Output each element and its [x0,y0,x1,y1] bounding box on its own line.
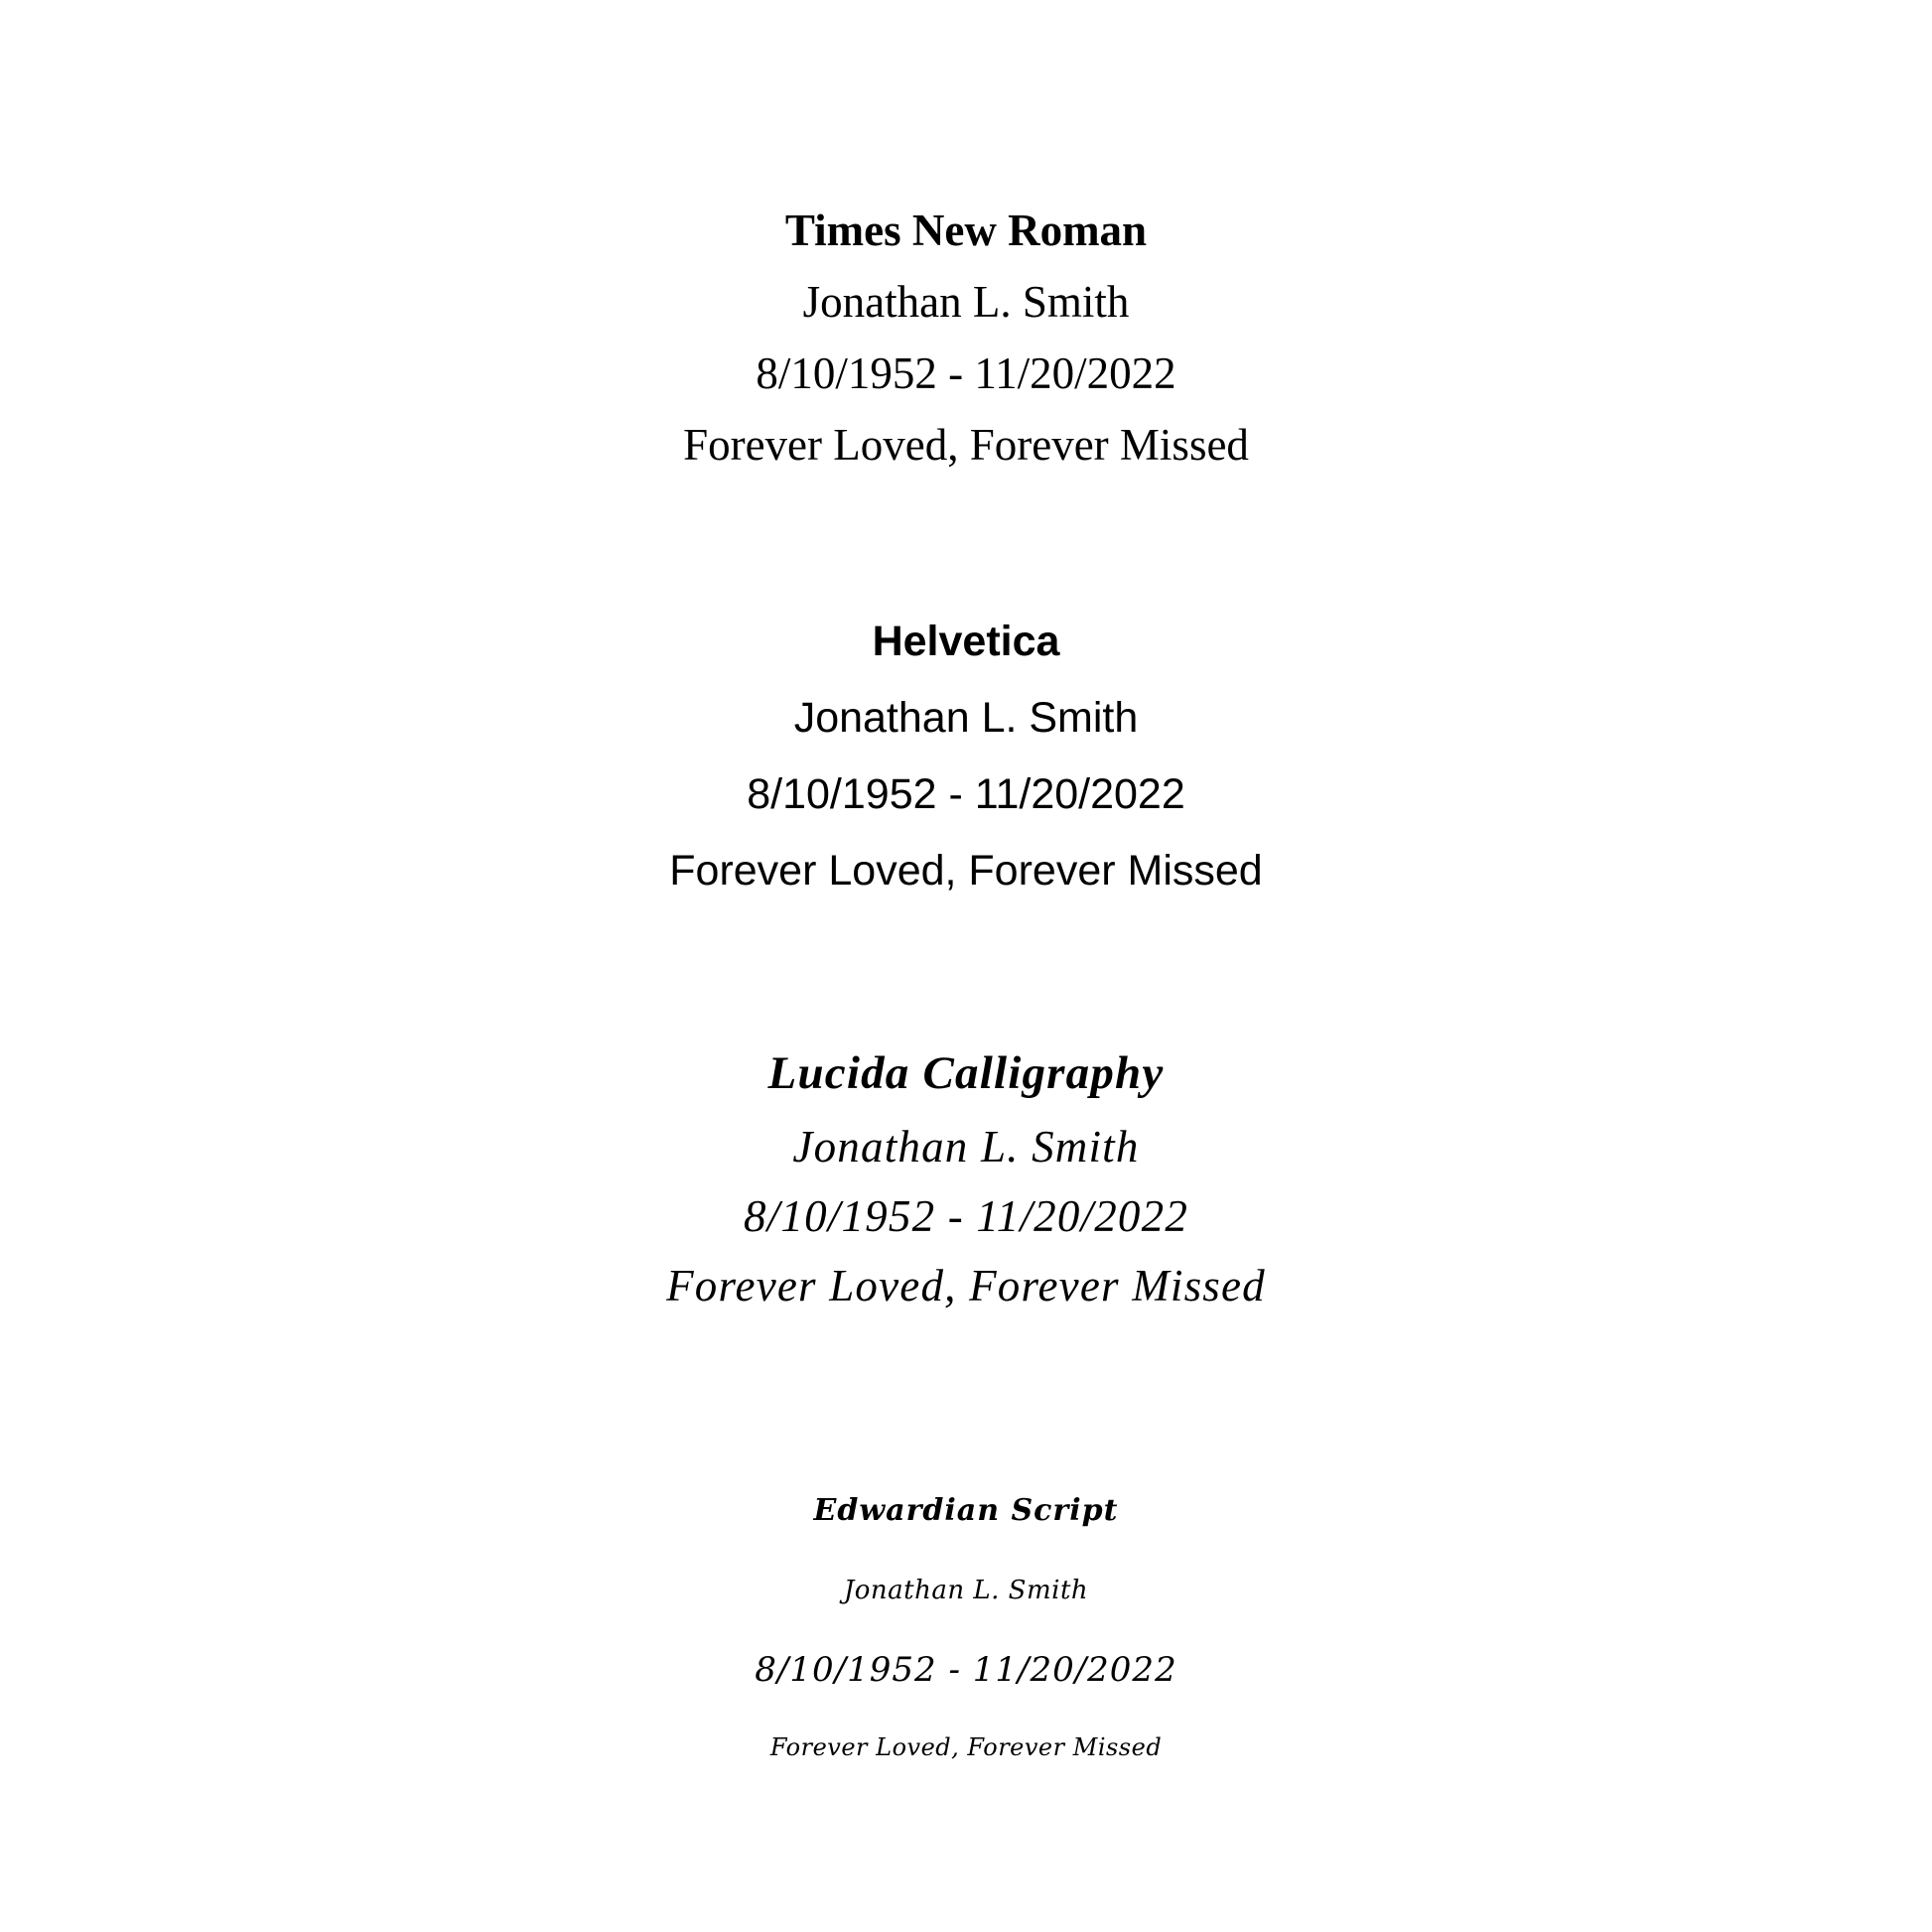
memorial-dates-line: 8/10/1952 - 11/20/2022 [743,1191,1189,1241]
font-specimen-lucida-calligraphy [0,1035,1932,1320]
font-specimen-edwardian-script [0,1471,1932,1785]
memorial-name-line: Jonathan L. Smith [802,277,1130,327]
font-name-heading: Lucida Calligraphy [767,1047,1165,1099]
font-specimen-helvetica [0,604,1932,909]
memorial-dates-line: 8/10/1952 - 11/20/2022 [755,1650,1177,1690]
memorial-name-line: Jonathan L. Smith [792,1122,1140,1172]
font-name-heading: Times New Roman [784,206,1148,255]
memorial-epitaph-line: Forever Loved, Forever Missed [669,847,1263,895]
font-specimen-times-new-roman [0,195,1932,481]
font-name-heading: Helvetica [872,618,1060,665]
memorial-name-line: Jonathan L. Smith [843,1576,1089,1605]
memorial-dates-line: 8/10/1952 - 11/20/2022 [756,348,1176,398]
memorial-epitaph-line: Forever Loved, Forever Missed [683,420,1249,470]
memorial-epitaph-line: Forever Loved, Forever Missed [666,1261,1266,1311]
memorial-name-line: Jonathan L. Smith [793,694,1139,742]
memorial-epitaph-line: Forever Loved, Forever Missed [769,1733,1163,1761]
memorial-dates-line: 8/10/1952 - 11/20/2022 [747,770,1185,818]
font-name-heading: Edwardian Script [813,1493,1119,1528]
